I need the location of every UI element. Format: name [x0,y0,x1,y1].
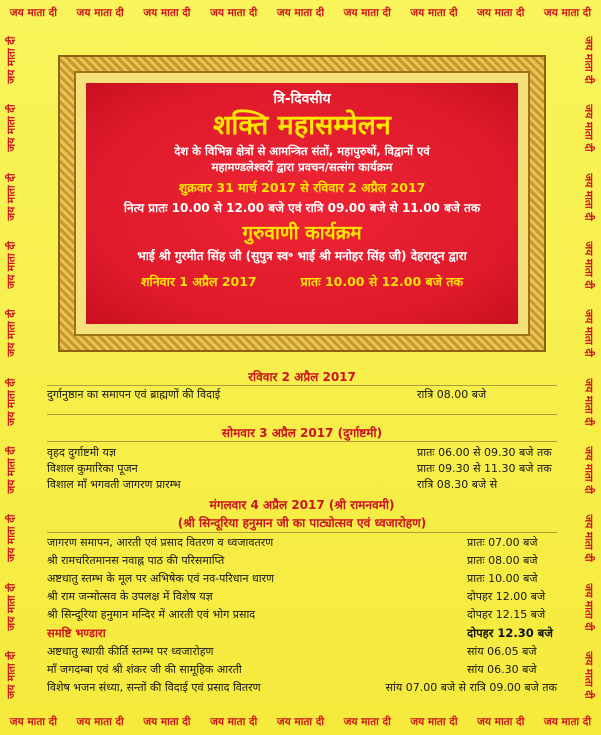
schedule-row: श्री राम जन्मोत्सव के उपलक्ष में विशेष यज्ञ दोपहर 12.00 बजे [47,589,546,603]
event-subtitle: त्रि-दिवसीय [273,91,331,107]
day2-heading: सोमवार 3 अप्रैल 2017 (दुर्गाष्टमी) [221,426,383,440]
schedule-row: विशाल माँ भगवती जागरण प्रारम्भ रात्रि 08.30 बजे से [47,477,498,491]
saturday-date: शनिवार 1 अप्रैल 2017 [140,274,257,289]
schedule-row: श्री रामचरितमानस नवाह्न पाठ की परिसमाप्ति प्रातः 08.00 बजे [47,553,538,567]
border-bottom: जय माता दी जय माता दी जय माता दी जय माता दी जय माता दी जय माता दी जय माता दी जय माता दी जय माता दी [9,716,592,728]
header-frame-inner [74,71,530,336]
schedule-row: माँ जगदम्बा एवं श्री शंकर जी की सामूहिक आरती सांय 06.30 बजे [47,662,537,676]
description-line-1: देश के विभिन्न क्षेत्रों से आमन्त्रित संतों, महापुरुषों, विद्वानों एवं [174,144,430,158]
day3-subheading: (श्री सिन्दूरिया हनुमान जी का पाट्योत्सव एवं ध्वजारोहण) [177,516,427,530]
schedule-row: अष्टधातु स्थायी कीर्ति स्तम्भ पर ध्वजारोहण सांय 06.05 बजे [47,644,537,658]
divider [47,441,557,442]
divider [47,414,557,415]
border-top: जय माता दी जय माता दी जय माता दी जय माता दी जय माता दी जय माता दी जय माता दी जय माता दी जय माता दी [9,7,592,19]
saturday-time: प्रातः 10.00 से 12.00 बजे तक [300,274,464,289]
description-line-2: महामण्डलेश्वरों द्वारा प्रवचन/सत्संग कार्यक्रम [211,160,393,174]
saturday-session [86,273,518,290]
event-description [86,143,518,175]
program-title: गुरुवाणी कार्यक्रम [242,222,362,244]
schedule-row-highlight: समष्टि भण्डारा दोपहर 12.30 बजे [47,625,553,640]
guest-speaker: भाई श्री गुरमीत सिंह जी (सुपुत्र स्व॰ भाई श्री मनोहर सिंह जी) देहरादून द्वारा [137,249,467,263]
border-right: जय माता दी जय माता दी जय माता दी जय माता दी जय माता दी जय माता दी जय माता दी जय माता दी जय माता दी जय माता दी [583,36,596,699]
schedule-row: अष्टधातु स्तम्भ के मूल पर अभिषेक एवं नव-परिधान धारण प्रातः 10.00 बजे [47,571,538,585]
schedule-row: श्री सिन्दूरिया हनुमान मन्दिर में आरती एवं भोग प्रसाद दोपहर 12.15 बजे [47,607,546,621]
schedule-row: दुर्गानुष्ठान का समापन एवं ब्राह्मणों की विदाई रात्रि 08.00 बजे [47,387,487,401]
divider [47,532,557,533]
schedule-row: विशाल कुमारिका पूजन प्रातः 09.30 से 11.30 बजे तक [47,461,552,475]
schedule-row: विशेष भजन संध्या, सन्तों की विदाई एवं प्रसाद वितरण सांय 07.00 बजे से रात्रि 09.00 बजे तक [47,680,557,694]
border-left: जय माता दी जय माता दी जय माता दी जय माता दी जय माता दी जय माता दी जय माता दी जय माता दी जय माता दी जय माता दी [6,36,19,699]
day3-heading: मंगलवार 4 अप्रैल 2017 (श्री रामनवमी) [209,498,395,512]
schedule-row: जागरण समापन, आरती एवं प्रसाद वितरण व ध्वजावतरण प्रातः 07.00 बजे [47,535,538,549]
header-frame [58,55,546,352]
event-title: शक्ति महासम्मेलन [213,110,391,141]
header-panel [86,83,518,324]
schedule-row: वृहद दुर्गाष्टमी यज्ञ प्रातः 06.00 से 09.30 बजे तक [47,445,552,459]
day1-heading: रविवार 2 अप्रैल 2017 [248,370,356,384]
event-dates: शुक्रवार 31 मार्च 2017 से रविवार 2 अप्रैल 2017 [178,180,426,195]
daily-timing: नित्य प्रातः 10.00 से 12.00 बजे एवं रात्रि 09.00 बजे से 11.00 बजे तक [123,201,481,215]
